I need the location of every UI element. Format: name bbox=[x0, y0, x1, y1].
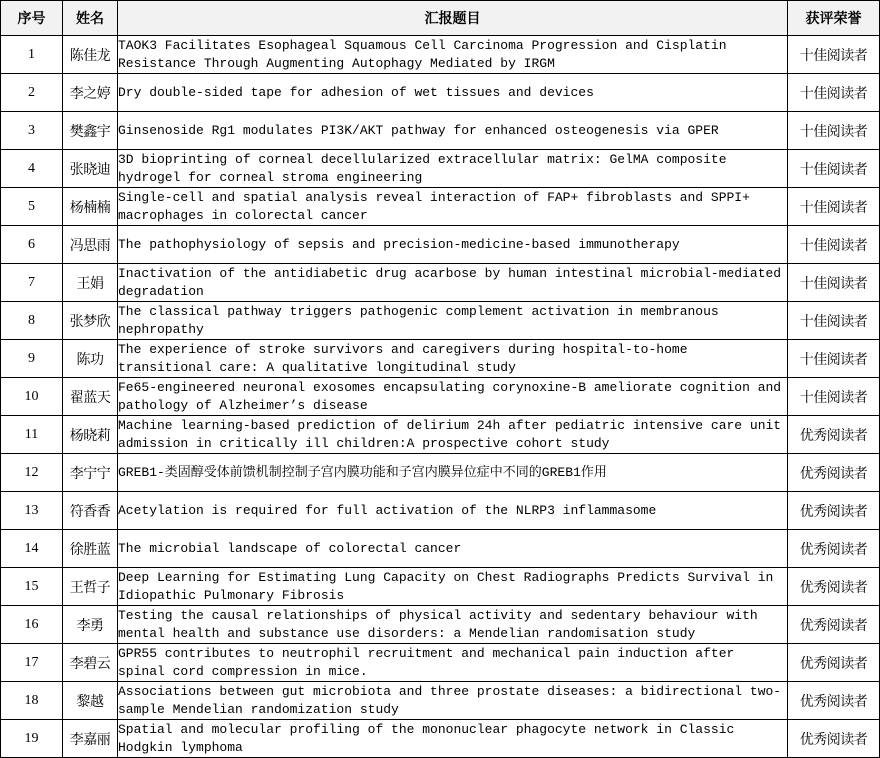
table-row bbox=[1, 264, 880, 302]
row-honor: 十佳阅读者 bbox=[788, 264, 880, 302]
row-title: 3D bioprinting of corneal decellularized extracellular matrix: GelMA composite hydrogel for corneal stroma engineering bbox=[118, 150, 788, 188]
row-index: 18 bbox=[1, 682, 63, 720]
row-index: 2 bbox=[1, 74, 63, 112]
row-name: 符香香 bbox=[63, 492, 118, 530]
row-name: 李宁宁 bbox=[63, 454, 118, 492]
row-name: 杨楠楠 bbox=[63, 188, 118, 226]
row-name: 杨晓莉 bbox=[63, 416, 118, 454]
row-title: The pathophysiology of sepsis and precision-medicine-based immunotherapy bbox=[118, 226, 788, 264]
row-title: Acetylation is required for full activation of the NLRP3 inflammasome bbox=[118, 492, 788, 530]
row-honor: 优秀阅读者 bbox=[788, 568, 880, 606]
table-row bbox=[1, 682, 880, 720]
row-index: 10 bbox=[1, 378, 63, 416]
table-row bbox=[1, 340, 880, 378]
row-name: 陈功 bbox=[63, 340, 118, 378]
table-row bbox=[1, 150, 880, 188]
row-name: 张梦欣 bbox=[63, 302, 118, 340]
row-honor: 十佳阅读者 bbox=[788, 340, 880, 378]
table-row bbox=[1, 416, 880, 454]
table-row bbox=[1, 188, 880, 226]
row-honor: 优秀阅读者 bbox=[788, 530, 880, 568]
row-honor: 十佳阅读者 bbox=[788, 378, 880, 416]
row-index: 5 bbox=[1, 188, 63, 226]
row-name: 徐胜蓝 bbox=[63, 530, 118, 568]
header-title: 汇报题目 bbox=[118, 1, 788, 36]
row-name: 李勇 bbox=[63, 606, 118, 644]
row-honor: 优秀阅读者 bbox=[788, 644, 880, 682]
row-name: 李之婷 bbox=[63, 74, 118, 112]
row-name: 冯思雨 bbox=[63, 226, 118, 264]
row-honor: 十佳阅读者 bbox=[788, 302, 880, 340]
row-index: 9 bbox=[1, 340, 63, 378]
row-honor: 优秀阅读者 bbox=[788, 682, 880, 720]
table-header bbox=[1, 1, 880, 36]
row-title: Dry double-sided tape for adhesion of wet tissues and devices bbox=[118, 74, 788, 112]
row-title: GPR55 contributes to neutrophil recruitment and mechanical pain induction after spinal cord compression in mice. bbox=[118, 644, 788, 682]
row-title: Testing the causal relationships of physical activity and sedentary behaviour with mental health and substance use disorders: a Mendelian randomisation study bbox=[118, 606, 788, 644]
row-honor: 十佳阅读者 bbox=[788, 188, 880, 226]
row-title: Deep Learning for Estimating Lung Capacity on Chest Radiographs Predicts Survival in Idiopathic Pulmonary Fibrosis bbox=[118, 568, 788, 606]
row-title: Fe65-engineered neuronal exosomes encapsulating corynoxine-B ameliorate cognition and pathology of Alzheimer’s disease bbox=[118, 378, 788, 416]
row-index: 7 bbox=[1, 264, 63, 302]
row-name: 黎越 bbox=[63, 682, 118, 720]
row-title: GREB1-类固醇受体前馈机制控制子宫内膜功能和子宫内膜异位症中不同的GREB1作用 bbox=[118, 454, 788, 492]
row-index: 1 bbox=[1, 36, 63, 74]
row-title: TAOK3 Facilitates Esophageal Squamous Cell Carcinoma Progression and Cisplatin Resistance Through Augmenting Autophagy Mediated by IRGM bbox=[118, 36, 788, 74]
row-honor: 十佳阅读者 bbox=[788, 150, 880, 188]
row-honor: 优秀阅读者 bbox=[788, 720, 880, 758]
row-name: 陈佳龙 bbox=[63, 36, 118, 74]
row-name: 樊鑫宇 bbox=[63, 112, 118, 150]
header-row bbox=[1, 1, 880, 36]
table-row bbox=[1, 112, 880, 150]
table-row bbox=[1, 36, 880, 74]
row-index: 4 bbox=[1, 150, 63, 188]
row-index: 3 bbox=[1, 112, 63, 150]
row-title: Machine learning-based prediction of delirium 24h after pediatric intensive care unit admission in critically ill children:A prospective cohort study bbox=[118, 416, 788, 454]
row-name: 王娟 bbox=[63, 264, 118, 302]
table-row bbox=[1, 606, 880, 644]
row-name: 张晓迪 bbox=[63, 150, 118, 188]
table-row bbox=[1, 454, 880, 492]
header-name: 姓名 bbox=[63, 1, 118, 36]
table-body bbox=[1, 36, 880, 758]
row-name: 李嘉丽 bbox=[63, 720, 118, 758]
row-honor: 优秀阅读者 bbox=[788, 454, 880, 492]
row-honor: 优秀阅读者 bbox=[788, 416, 880, 454]
row-index: 19 bbox=[1, 720, 63, 758]
row-index: 8 bbox=[1, 302, 63, 340]
row-honor: 十佳阅读者 bbox=[788, 226, 880, 264]
table-row bbox=[1, 644, 880, 682]
table-row bbox=[1, 378, 880, 416]
row-title: Spatial and molecular profiling of the mononuclear phagocyte network in Classic Hodgkin lymphoma bbox=[118, 720, 788, 758]
header-index: 序号 bbox=[1, 1, 63, 36]
row-title: The microbial landscape of colorectal cancer bbox=[118, 530, 788, 568]
row-title: The experience of stroke survivors and caregivers during hospital-to-home transitional care: A qualitative longitudinal study bbox=[118, 340, 788, 378]
row-name: 李碧云 bbox=[63, 644, 118, 682]
table-row bbox=[1, 530, 880, 568]
row-honor: 优秀阅读者 bbox=[788, 492, 880, 530]
row-honor: 十佳阅读者 bbox=[788, 36, 880, 74]
row-honor: 十佳阅读者 bbox=[788, 112, 880, 150]
row-honor: 优秀阅读者 bbox=[788, 606, 880, 644]
row-title: Inactivation of the antidiabetic drug acarbose by human intestinal microbial-mediated degradation bbox=[118, 264, 788, 302]
row-index: 13 bbox=[1, 492, 63, 530]
row-name: 王哲子 bbox=[63, 568, 118, 606]
table-row bbox=[1, 568, 880, 606]
row-name: 翟蓝天 bbox=[63, 378, 118, 416]
row-title: The classical pathway triggers pathogenic complement activation in membranous nephropathy bbox=[118, 302, 788, 340]
header-honor: 获评荣誉 bbox=[788, 1, 880, 36]
row-index: 17 bbox=[1, 644, 63, 682]
row-index: 14 bbox=[1, 530, 63, 568]
table-row bbox=[1, 226, 880, 264]
row-index: 11 bbox=[1, 416, 63, 454]
row-index: 16 bbox=[1, 606, 63, 644]
table-row bbox=[1, 74, 880, 112]
row-title: Associations between gut microbiota and three prostate diseases: a bidirectional two-sample Mendelian randomization study bbox=[118, 682, 788, 720]
row-index: 15 bbox=[1, 568, 63, 606]
row-title: Ginsenoside Rg1 modulates PI3K/AKT pathway for enhanced osteogenesis via GPER bbox=[118, 112, 788, 150]
row-index: 12 bbox=[1, 454, 63, 492]
row-index: 6 bbox=[1, 226, 63, 264]
table-row bbox=[1, 302, 880, 340]
row-title: Single-cell and spatial analysis reveal interaction of FAP+ fibroblasts and SPPI+ macrophages in colorectal cancer bbox=[118, 188, 788, 226]
table-row bbox=[1, 492, 880, 530]
row-honor: 十佳阅读者 bbox=[788, 74, 880, 112]
table-row bbox=[1, 720, 880, 758]
